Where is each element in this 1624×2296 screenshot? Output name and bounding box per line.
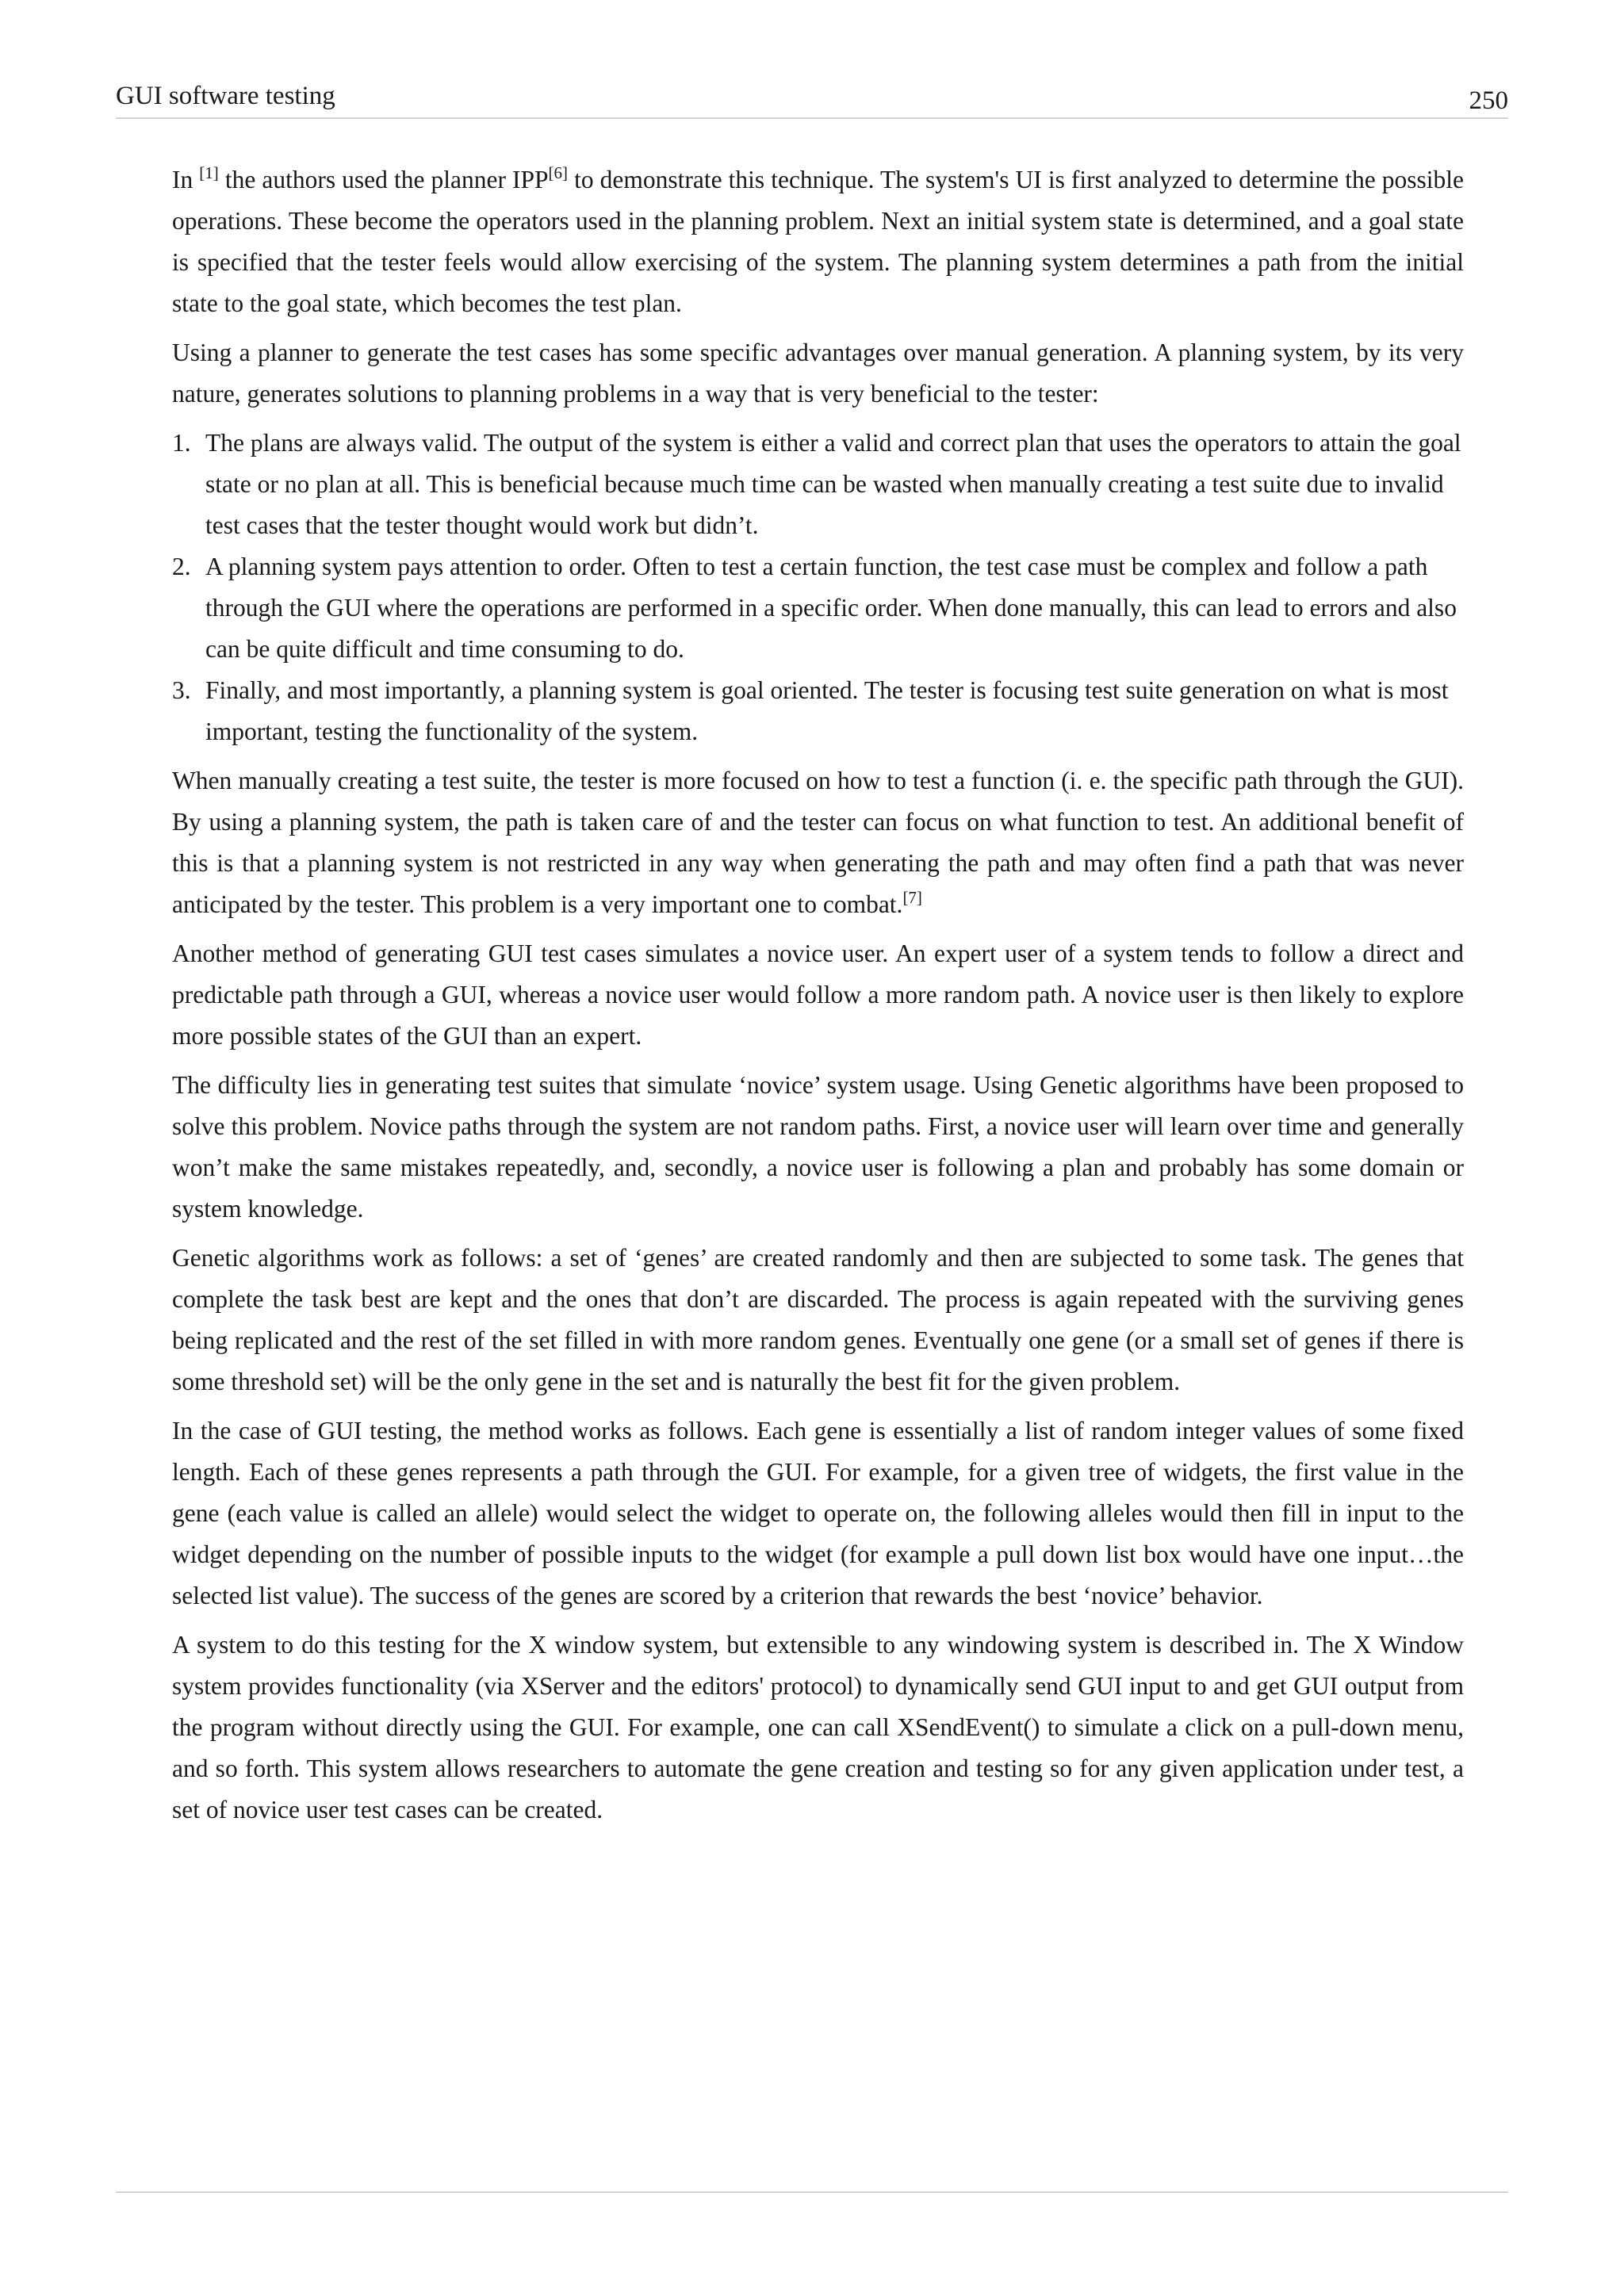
- paragraph-text: When manually creating a test suite, the tester is more focused on how to test a function (i. e. the specific path through the GUI). By using a planning system, the path is taken care of and the tester can focus on what function to test. An additional benefit of this is that a planning system is not restricted in any way when generating the path and may often find a path that was never anticipated by the tester. This problem is a very important one to combat.: [172, 767, 1464, 918]
- list-item: [172, 670, 1464, 752]
- paragraph-genetic-algorithms: Genetic algorithms work as follows: a set of ‘genes’ are created randomly and then are subjected to some task. The genes that complete the task best are kept and the ones that don’t are discarded. The process is again repeated with the surviving genes being replicated and the rest of the set filled in with more random genes. Eventually one gene (or a small set of genes if there is some threshold set) will be the only gene in the set and is naturally the best fit for the given problem.: [172, 1244, 1464, 1395]
- running-title: GUI software testing: [116, 82, 335, 110]
- paragraph-text: the authors used the planner IPP: [218, 166, 549, 193]
- list-item-text: Finally, and most importantly, a planning system is goal oriented. The tester is focusing test suite generation on what is most important, testing the functionality of the system.: [205, 676, 1449, 745]
- paragraph-planner-advantages: Using a planner to generate the test cases has some specific advantages over manual generation. A planning system, by its very nature, generates solutions to planning problems in a way that is very beneficial to the tester:: [172, 339, 1464, 408]
- list-item-number: 1.: [172, 429, 191, 457]
- footer-divider: [116, 2191, 1508, 2193]
- page-number: 250: [1469, 86, 1508, 115]
- citation-ref-1[interactable]: [1]: [199, 163, 219, 182]
- paragraph-genetic-difficulty: The difficulty lies in generating test suites that simulate ‘novice’ system usage. Using Genetic algorithms have been proposed to solve this problem. Novice paths through the system are not random paths. First, a novice user will learn over time and generally won’t make the same mistakes repeatedly, and, secondly, a novice user is following a plan and probably has some domain or system knowledge.: [172, 1071, 1464, 1223]
- paragraph-novice-user: Another method of generating GUI test cases simulates a novice user. An expert user of a system tends to follow a direct and predictable path through a GUI, whereas a novice user would follow a more random path. A novice user is then likely to explore more possible states of the GUI than an expert.: [172, 939, 1464, 1050]
- list-item-number: 2.: [172, 553, 191, 580]
- list-item: [172, 423, 1464, 546]
- paragraph-text: In: [172, 166, 200, 193]
- paragraph-text: to demonstrate this technique. The system's UI is first analyzed to determine the possible operations. These become the operators used in the planning problem. Next an initial system state is determined, and a goal state is specified that the tester feels would allow exercising of the system. The planning system determines a path from the initial state to the goal state, which becomes the test plan.: [172, 166, 1464, 317]
- paragraph-gui-testing-method: In the case of GUI testing, the method works as follows. Each gene is essentially a list of random integer values of some fixed length. Each of these genes represents a path through the GUI. For example, for a given tree of widgets, the first value in the gene (each value is called an allele) would select the widget to operate on, the following alleles would then fill in input to the widget depending on the number of possible inputs to the widget (for example a pull down list box would have one input…the selected list value). The success of the genes are scored by a criterion that rewards the best ‘novice’ behavior.: [172, 1417, 1464, 1609]
- list-item-text: A planning system pays attention to order. Often to test a certain function, the test case must be complex and follow a path through the GUI where the operations are performed in a specific order. When done manually, this can lead to errors and also can be quite difficult and time consuming to do.: [205, 553, 1457, 663]
- list-item-number: 3.: [172, 676, 191, 704]
- paragraph-planner-ipp: [172, 159, 1464, 324]
- paragraph-x-window-system: A system to do this testing for the X window system, but extensible to any windowing system is described in. The X Window system provides functionality (via XServer and the editors' protocol) to dynamically send GUI input to and get GUI output from the program without directly using the GUI. For example, one can call XSendEvent() to simulate a click on a pull-down menu, and so forth. This system allows researchers to automate the gene creation and testing so for any given application under test, a set of novice user test cases can be created.: [172, 1631, 1464, 1823]
- list-item-text: The plans are always valid. The output of the system is either a valid and correct plan that uses the operators to attain the goal state or no plan at all. This is beneficial because much time can be wasted when manually creating a test suite due to invalid test cases that the tester thought would work but didn’t.: [205, 429, 1461, 539]
- citation-ref-7[interactable]: [7]: [902, 888, 922, 907]
- advantages-list: [172, 423, 1464, 752]
- article-body: [172, 159, 1464, 1839]
- list-item: [172, 546, 1464, 670]
- page-header: [116, 78, 1508, 119]
- citation-ref-6[interactable]: [6]: [548, 163, 569, 182]
- paragraph-manual-vs-planning: [172, 760, 1464, 925]
